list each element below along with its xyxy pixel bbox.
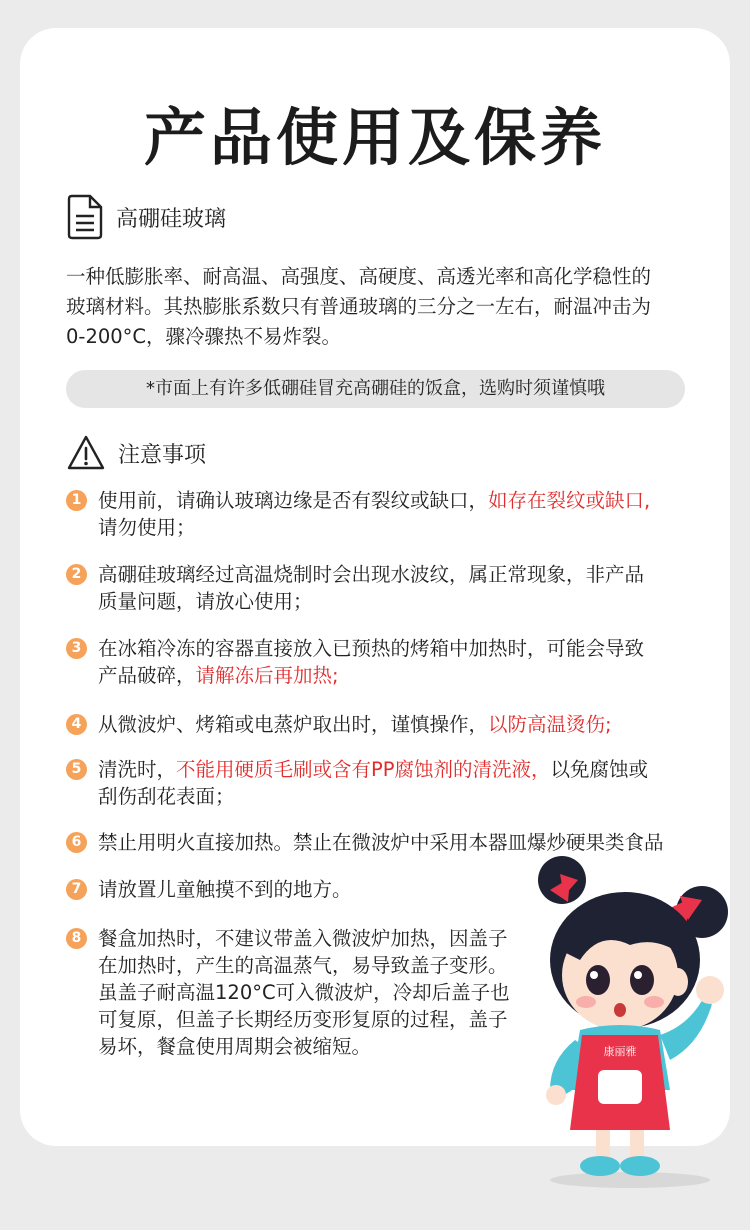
item-text: 虽盖子耐高温120°C可入微波炉，冷却后盖子也 [98, 981, 510, 1004]
section-glass-header [66, 192, 226, 242]
item-text: 从微波炉、烤箱或电蒸炉取出时，谨慎操作， [98, 713, 489, 736]
item-text: 刮伤刮花表面； [98, 785, 235, 808]
description-line: 玻璃材料。其热膨胀系数只有普通玻璃的三分之一左右，耐温冲击为 [66, 295, 652, 318]
item-text: 禁止用明火直接加热。禁止在微波炉中采用本器皿爆炒硬果类食品 [98, 831, 664, 854]
item-text: 在冰箱冷冻的容器直接放入已预热的烤箱中加热时，可能会导致 [98, 637, 645, 660]
item-text: 餐盒加热时，不建议带盖入微波炉加热，因盖子 [98, 927, 508, 950]
section-glass-label: 高硼硅玻璃 [116, 206, 227, 232]
item-number-badge: 4 [66, 714, 87, 735]
item-text: 质量问题，请放心使用； [98, 590, 313, 613]
item-number-badge: 6 [66, 832, 87, 853]
section-notice-label: 注意事项 [118, 442, 207, 468]
glass-description [66, 262, 696, 352]
item-text: 可复原，但盖子长期经历变形复原的过程，盖子 [98, 1008, 508, 1031]
item-number-badge: 2 [66, 564, 87, 585]
item-text: 高硼硅玻璃经过高温烧制时会出现水波纹，属正常现象，非产品 [98, 563, 645, 586]
warning-icon [66, 434, 106, 472]
item-number-badge: 8 [66, 928, 87, 949]
item-text: 请放置儿童触摸不到的地方。 [98, 878, 352, 901]
item-text: 产品破碎， [98, 664, 196, 687]
page-title: 产品使用及保养 [143, 101, 606, 174]
item-text: 使用前，请确认玻璃边缘是否有裂纹或缺口， [98, 489, 489, 512]
description-line: 一种低膨胀率、耐高温、高强度、高硬度、高透光率和高化学稳性的 [66, 265, 652, 288]
item-text: 清洗时， [98, 758, 177, 781]
item-warning-text: 以防高温烫伤; [488, 713, 612, 736]
item-number-badge: 1 [66, 490, 87, 511]
item-text: 易坏，餐盒使用周期会被缩短。 [98, 1035, 372, 1058]
apron-logo-text: 康丽雅 [603, 1045, 637, 1058]
document-icon [66, 194, 104, 240]
mascot-girl-illustration [520, 850, 750, 1190]
item-text: 在加热时，产生的高温蒸气，易导致盖子变形。 [98, 954, 508, 977]
warning-note-pill: *市面上有许多低硼硅冒充高硼硅的饭盒，选购时须谨慎哦 [66, 370, 685, 408]
item-text: 以免腐蚀或 [550, 758, 649, 781]
item-number-badge: 7 [66, 879, 87, 900]
item-warning-text: 请解冻后再加热; [195, 664, 339, 687]
item-warning-text: 如存在裂纹或缺口, [488, 489, 651, 512]
description-line: 0-200°C，骤冷骤热不易炸裂。 [66, 325, 342, 348]
item-number-badge: 5 [66, 759, 87, 780]
item-text: 请勿使用； [98, 516, 196, 539]
item-number-badge: 3 [66, 638, 87, 659]
section-notice-header [66, 428, 206, 478]
item-warning-text: 不能用硬质毛刷或含有PP腐蚀剂的清洗液， [176, 758, 551, 781]
